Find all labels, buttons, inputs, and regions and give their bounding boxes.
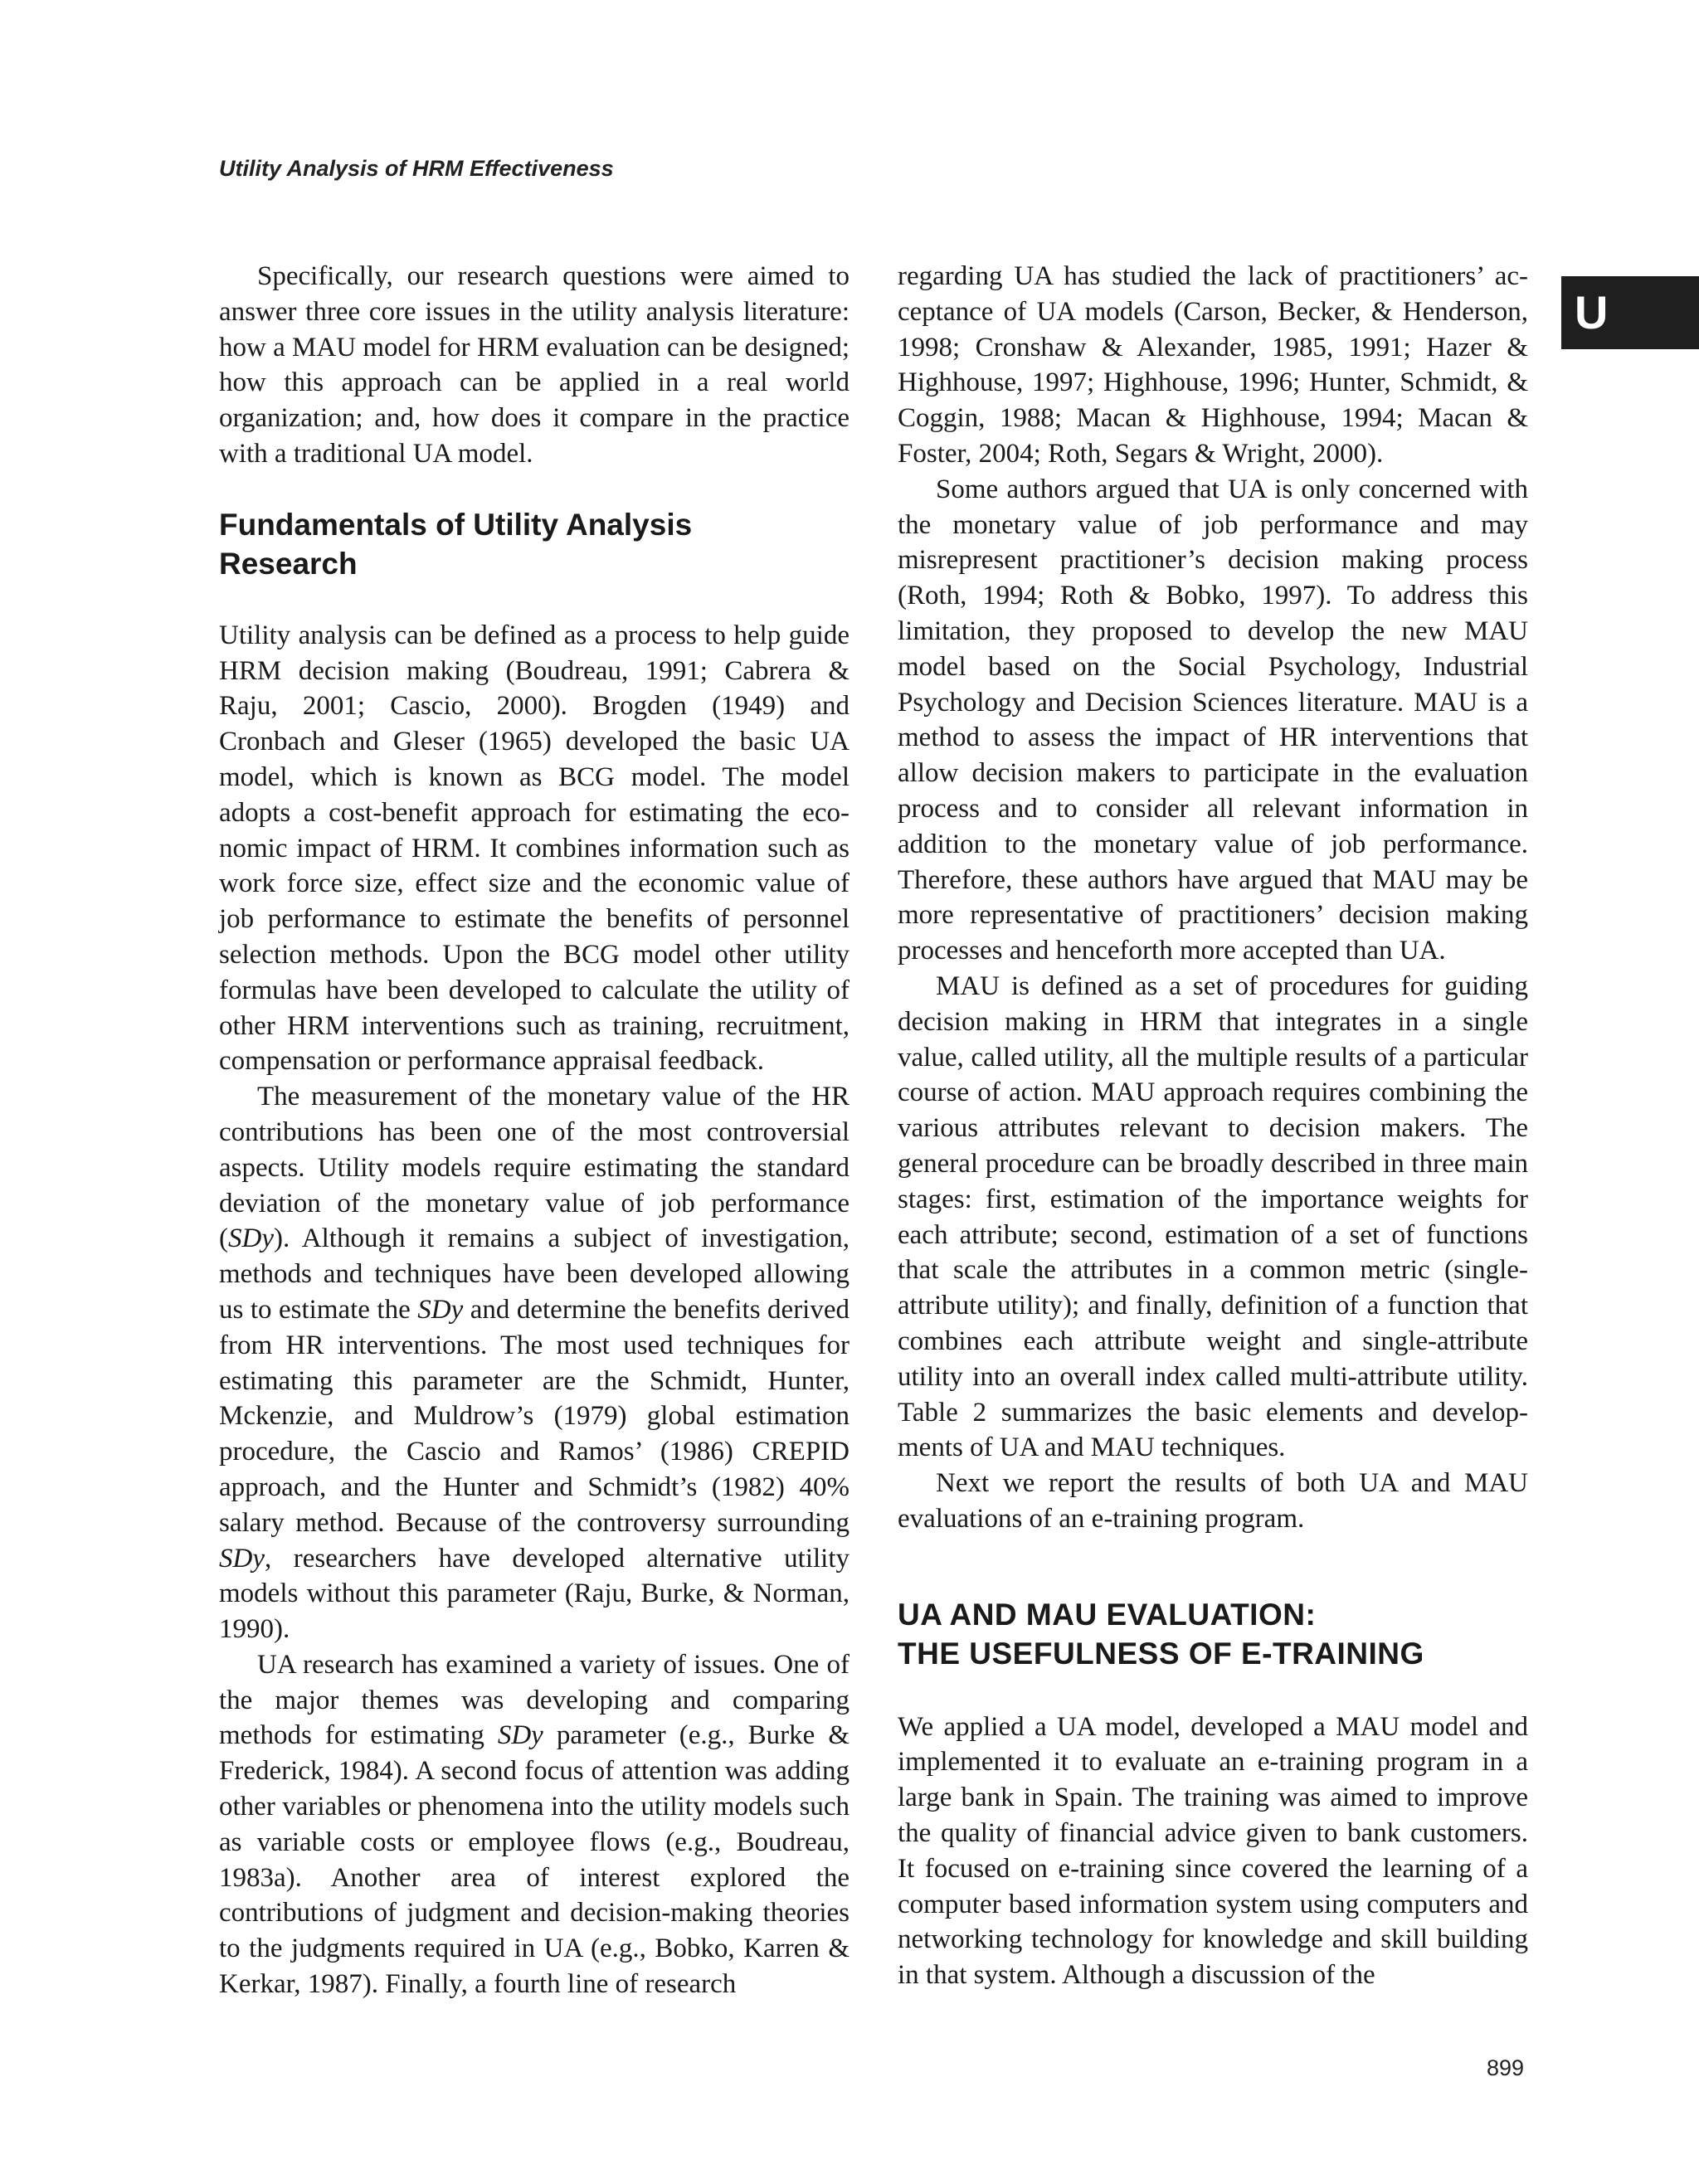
- section-heading-evaluation: [898, 1595, 1528, 1673]
- heading-line: Fundamentals of Utility Analysis: [219, 507, 693, 542]
- section-heading-fundamentals: [219, 505, 850, 583]
- paragraph-research-questions: Specifically, our research questions were aimed to answer three core issues in the utility analysis literature: how a MAU model for HRM evaluation can be designed; how this approach can be applied in a real world organization; and, how does it compare in the practice with a traditional UA model.: [219, 261, 850, 469]
- page-number: 899: [1487, 2055, 1525, 2080]
- heading-line: Research: [219, 546, 358, 581]
- paragraph-ua-research-issues: UA research has examined a variety of issues. One of the major themes was developing and comparing methods for estimating SDy parameter (e.g., Burke & Frederick, 1984). A second focus of attention was adding other variables or phenomena into the utility models such as variable costs or employee flows (e.g., Boudreau, 1983a). Another area of interest explored the contributions of judgment and decision-making theories to the judgments required in UA (e.g., Bobko, Karren & Kerkar, 1987). Finally, a fourth line of research: [219, 1649, 850, 2000]
- paragraph-next-results: Next we report the results of both UA and MAU evaluations of an e-training program.: [898, 1468, 1528, 1534]
- paragraph-mau-origins: Some authors argued that UA is only concerned with the monetary value of job performance and may misrepresent practitioner’s decision making process (Roth, 1994; Roth & Bobko, 1997). To address this limitation, they proposed to develop the new MAU model based on the Social Psychology, Industrial Psychology and Decision Sciences literature. MAU is a method to assess the impact of HR interventions that allow decision makers to participate in the evaluation process and to consider all relevant information in addition to the monetary value of job performance. Therefore, these authors have argued that MAU may be more representative of practitioners’ decision making processes and henceforth more accepted than UA.: [898, 474, 1528, 966]
- paragraph-sdy-measurement: The measurement of the monetary value of the HR contributions has been one of the most controversial aspects. Utility models require estimating the standard deviation of the monetary value of job performance (SDy). Although it remains a subject of investigation, methods and techniques have been developed allowing us to estimate the SDy and determine the benefits derived from HR interventions. The most used techniques for estimating this parameter are the Schmidt, Hunter, Mckenzie, and Muldrow’s (1979) global estimation procedure, the Cascio and Ramos’ (1986) CREPID approach, and the Hunter and Schmidt’s (1982) 40% salary method. Because of the controversy surrounding SDy, researchers have developed alternative utility models without this parameter (Raju, Burke, & Norman, 1990).: [219, 1082, 850, 1645]
- running-header: Utility Analysis of HRM Effectiveness: [219, 156, 614, 181]
- right-column: [898, 259, 1528, 1993]
- paragraph-utility-definition: Utility analysis can be defined as a process to help guide HRM decision making (Boudreau, 1991; Cabrera & Raju, 2001; Cascio, 2000). Brogden (1949) and Cronbach and Gleser (1965) developed the basic UA model, which is known as BCG model. The model adopts a cost-benefit approach for estimating the economic impact of HRM. It combines information such as work force size, effect size and the economic value of job performance to estimate the benefits of personnel selection methods. Upon the BCG model other utility formulas have been developed to calculate the utility of other HRM interventions such as training, recruitment, compensation or performance appraisal feedback.: [219, 620, 850, 1077]
- heading-line: THE USEFULNESS OF E-TRAINING: [898, 1636, 1424, 1671]
- left-column: [219, 259, 850, 2002]
- paragraph-mau-definition: MAU is defined as a set of procedures for guiding decision making in HRM that integrates in a single value, called utility, all the multiple results of a particular course of action. MAU approach requires combining the various attributes relevant to decision makers. The general procedure can be broadly described in three main stages: first, estimation of the importance weights for each attribute; second, estimation of a set of functions that scale the attributes in a common metric (single-attribute utility); and finally, definition of a function that combines each attribute weight and single-attribute utility into an overall index called multi-attribute utility. Table 2 summarizes the basic elements and developments of UA and MAU techniques.: [898, 970, 1528, 1463]
- thumb-index-tab: U: [1561, 276, 1699, 349]
- paragraph-practitioner-acceptance: regarding UA has studied the lack of practitioners’ acceptance of UA models (Carson, Becker, & Henderson, 1998; Cronshaw & Alexander, 1985, 1991; Hazer & Highhouse, 1997; Highhouse, 1996; Hunter, Schmidt, & Coggin, 1988; Macan & Highhouse, 1994; Macan & Foster, 2004; Roth, Segars & Wright, 2000).: [898, 261, 1528, 469]
- paragraph-e-training-application: We applied a UA model, developed a MAU model and implemented it to evaluate an e-training program in a large bank in Spain. The training was aimed to improve the quality of financial advice given to bank customers. It focused on e-training since covered the learning of a computer based information system using computers and networking technology for knowledge and skill building in that system. Although a discussion of the: [898, 1711, 1528, 1991]
- heading-line: UA AND MAU EVALUATION:: [898, 1597, 1317, 1632]
